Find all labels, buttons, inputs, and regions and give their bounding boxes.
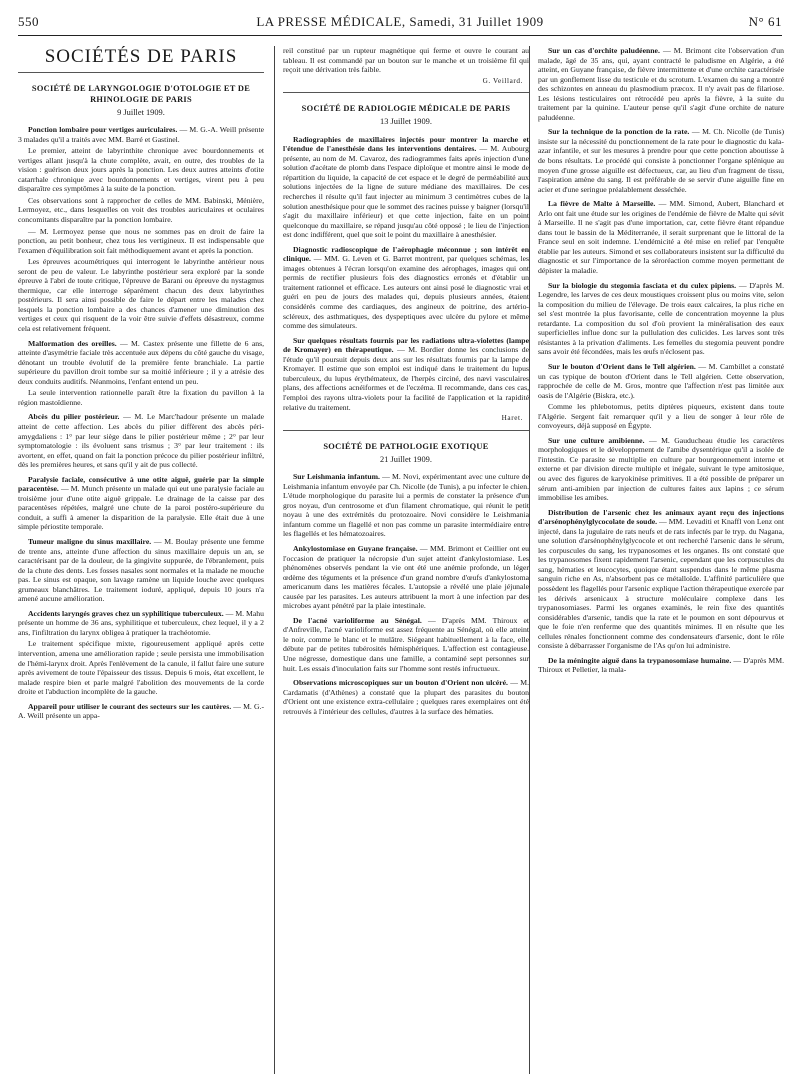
article-title: Malformation des oreilles. bbox=[28, 338, 117, 348]
article bbox=[283, 245, 529, 331]
article-text: — MM. G. Leven et G. Barret montrent, par quelques schémas, les images obtenues à l'écran lorsqu'on examine des aérophages, images qui ont permis de rectifier plusieurs fois des diagnostics erronés et d'établir un traitement rationnel et efficace. Les auteurs ont ainsi posé le diagnostic vrai et guéri en peu de jours des malades qui, depuis plusieurs années, étaient considérés comme des cardiaques, des angineux de poitrine, des artério-scléreux, des asthmatiques, des dyspeptiques avec ulcère du pylore et même comme des simulateurs. bbox=[283, 254, 529, 331]
article-text: — M. Gauducheau étudie les caractères morphologiques et le développement de l'amibe dysentérique qu'il a isolée de l'intestin. Ce parasite se multiplie en culture par bourgeonnement interne et externe et par division directe multiple et inégale, suivant le type amitosique, ou avec des figures de karyokinèse primitives. Il a été possible de préparer un sérum anti-amibien par injection de cultures faites aux lapins ; ce sérum immobilise les amibes. bbox=[538, 435, 784, 503]
article bbox=[283, 135, 529, 240]
article-title: De la méningite aiguë dans la trypanosomiase humaine. bbox=[548, 655, 732, 665]
paragraph: La seule intervention rationnelle paraît être la fixation du pavillon à la région mastoïdienne. bbox=[18, 388, 264, 407]
paragraph: Comme les phlebotomus, petits diptères piqueurs, existent dans toute l'Algérie. Sergent fait remarquer qu'il y a lieu de songer à leur rôle de convoyeurs, déjà supposé en Égypte. bbox=[538, 402, 784, 431]
article bbox=[18, 412, 264, 469]
article-text: — M. Ch. Nicolle (de Tunis) insiste sur la nécessité du ponctionnement de la rate pour le diagnostic du kala-azar infantile, et sur les mesures à prendre pour que cette ponction aboutisse à de bons résultats. Le procédé qui consiste à ponctionner l'organe splénique au moyen d'une grosse aiguille est défectueux, car, au lieu d'un fragment de tissu, l'aspiration amène du sang. Il est préférable de se servir d'une aiguille fine en acier et d'une seringue préalablement desséchée. bbox=[538, 127, 784, 194]
column-divider bbox=[274, 46, 275, 1074]
main-title: SOCIÉTÉS DE PARIS bbox=[44, 46, 238, 67]
paragraph: Ces observations sont à rapprocher de celles de MM. Babinski, Ménière, Lermoyez, etc., dans lesquelles on voit des troubles auriculaires et oculaires concomitants disparaître par la ponction lombaire. bbox=[18, 195, 264, 225]
article-title: Accidents laryngés graves chez un syphilitique tuberculeux. bbox=[28, 608, 224, 618]
separator bbox=[18, 72, 264, 73]
article bbox=[538, 656, 784, 675]
article-text: — M. Novi, expérimentant avec une culture de Leishmania infantum envoyée par Ch. Nicolle (de Tunis), a pu infecter le chien. L'étude morphologique du parasite lui a permis de constater la présence d'un gros noyau, d'un centrosome et d'un filament chromatique, qui réunit le petit noyau à une des extrémités du protozoaire. Novi considère le Leishmania infantum comme un flagellé et non pas comme un parasite intermédiaire entre les flagellés et les hématozoaires. bbox=[283, 472, 529, 539]
paragraph: Le traitement spécifique mixte, rigoureusement appliqué après cette intervention, amena une amélioration rapide ; seule persista une immobilisation de l'hémi-larynx droit. Après l'enlèvement de la canule, il fallut faire une suture après avivement de toute l'épaisseur des tissus. Depuis 6 mois, état excellent, le malade respire bien et parle malgré l'abolition des mouvements de la corde droite et l'abduction incomplète de la gauche. bbox=[18, 639, 264, 697]
article bbox=[18, 475, 264, 532]
article-text: — M. Castex présente une fillette de 6 ans, atteinte d'asymétrie faciale très accentuée aux dépens du côté gauche du visage, dénotant un trouble évolutif de la première fente branchiale. La partie supérieure du pavillon droit tombe sur sa moitié inférieure ; il y a atrésie des deux conduits auditifs. Néanmoins, l'enfant entend un peu. bbox=[18, 338, 264, 386]
article-title: Tumeur maligne du sinus maxillaire. bbox=[28, 536, 152, 546]
article-text: — M. Bordier donne les conclusions de l'étude qu'il poursuit depuis deux ans sur les résultats fournis par la lampe de Kromayer. Il estime que son emploi est indiqué dans le traitement du lupus tuberculeux, du lupus érythémateux, de l'herpès circiné, des nævi vasculaires plans, des affections acnéiformes et de l'eczéma. Il recommande, dans ces cas, l'emploi des rayons ultra-violets pour la facilité de l'application et la rapidité relative du traitement. bbox=[283, 345, 529, 412]
article-title: Radiographies de maxillaires injectés pour montrer la marche et l'étendue de l'anesthésie dans les interventions dentaires. bbox=[283, 134, 529, 154]
paragraph: Les épreuves acoumétriques qui interrogent le labyrinthe antérieur nous seront de peu de valeur. Le labyrinthe postérieur sera exploré par la sonde épreuve à l'abri de toute critique, l'épreuve de Barani ou épreuve du nystagmus thermique, car elle interroge séparément chacun des deux labyrinthes postérieurs. Il sera ainsi possible de faire le départ entre les malades chez lesquels la ponction lombaire a des chances d'amener une diminution des vertiges et ceux qui risquent de la voir être suivie d'effets désastreux, comme cela est relativement fréquent. bbox=[18, 257, 264, 334]
article-title: Sur une culture amibienne. bbox=[548, 435, 645, 445]
article bbox=[283, 544, 529, 611]
column-1 bbox=[18, 46, 264, 1076]
issue-number: N° 61 bbox=[748, 14, 782, 29]
article-title: Sur Leishmania infantum. bbox=[293, 472, 380, 482]
article bbox=[18, 609, 264, 638]
article bbox=[18, 339, 264, 387]
article-title: Sur quelques résultats fournis par les radiations ultra-violettes (lampe de Kromayer) en thérapeutique. bbox=[283, 335, 529, 355]
session-date: 21 Juillet 1909. bbox=[380, 454, 432, 464]
article bbox=[538, 508, 784, 651]
column-2 bbox=[283, 46, 529, 1076]
article-text: — MM. Brimont et Ceillier ont eu l'occasion de pratiquer la nécropsie d'un sujet atteint d'ankylostomiase. Les phénomènes observés pendant la vie ont été une anémie profonde, un léger œdème des téguments et la présence d'un grand nombre d'œufs d'ankylostoma americanum dans les matières fécales. L'autopsie a révélé une plaie jéjunale causée par les parasites. Les auteurs attribuent la mort à une infection par des microbes ayant pénétré par la plaie intestinale. bbox=[283, 543, 529, 611]
article-text: — M. Munch présente un malade qui eut une paralysie faciale au troisième jour d'une otite aiguë grippale. Le drainage de la caisse par des paracentèses répétées, malgré une chute de la paroi postéro-supérieure du conduit, a suffi à amener la disparition de la paralysie. Elle était due à une simple périostite temporale. bbox=[18, 484, 264, 532]
article-title: Sur la biologie du stegomia fasciata et du culex pipiens. bbox=[548, 280, 737, 290]
article-title: Paralysie faciale, consécutive à une otite aiguë, guérie par la simple paracentèse. bbox=[18, 474, 264, 494]
column-3 bbox=[538, 46, 784, 1076]
article-title: Ankylostomiase en Guyane française. bbox=[293, 543, 418, 553]
article-title: Abcès du pilier postérieur. bbox=[28, 412, 120, 422]
page-number: 550 bbox=[18, 14, 39, 29]
article bbox=[283, 336, 529, 412]
article-title: Sur un cas d'orchite paludéenne. bbox=[548, 46, 660, 55]
article-text: — M. Cardamatis (d'Athènes) a constaté que la plupart des parasites du bouton d'Orient ont une existence extra-cellulaire ; quelques rares exemplaires ont été retrouvés à l'intérieur des cellules, d'autres à la surface des hématies. bbox=[283, 678, 529, 716]
article bbox=[538, 281, 784, 357]
society-heading: SOCIÉTÉ DE RADIOLOGIE MÉDICALE DE PARIS bbox=[301, 104, 511, 114]
signature: G. Veillard. bbox=[482, 76, 523, 85]
article-title: Diagnostic radioscopique de l'aérophagie méconnue ; son intérêt en clinique. bbox=[283, 244, 529, 264]
paragraph: Le premier, atteint de labyrinthite chronique avec bourdonnements et vertiges allant jusqu'à la chute complète, avait, en outre, des troubles de la vision : guérison deux jours après la ponction. Les deux autres atteints d'otite catarrhale chronique avec bourdonnements et vertiges, virent peu à peu disparaître ces symptômes à la suite de la ponction. bbox=[18, 146, 264, 194]
header-rule bbox=[18, 35, 782, 36]
journal-title: LA PRESSE MÉDICALE, Samedi, 31 Juillet 1909 bbox=[256, 14, 544, 29]
article-text: — M. Cambillet a constaté un cas typique de bouton d'Orient dans le Tell algérien. Cette observation, rapprochée de celle de M. Gros, montre que l'affection n'est pas limitée aux oasis de l'Algérie (Biskra, etc.). bbox=[538, 361, 784, 400]
page-header bbox=[18, 14, 782, 30]
article-title: Observations microscopiques sur un bouton d'Orient non ulcéré. bbox=[293, 678, 508, 688]
society-heading: SOCIÉTÉ DE LARYNGOLOGIE D'OTOLOGIE ET DE RHINOLOGIE DE PARIS bbox=[31, 83, 251, 104]
article-title: Distribution de l'arsenic chez les animaux ayant reçu des injections d'arsénophénylglycocolate de soude. bbox=[538, 507, 784, 527]
article-title: Sur le bouton d'Orient dans le Tell algérien. bbox=[548, 361, 696, 371]
session-date: 9 Juillet 1909. bbox=[117, 107, 165, 117]
separator bbox=[283, 92, 529, 93]
article-text: — D'après M. Legendre, les larves de ces deux moustiques croissent plus ou moins vite, selon la composition du milieu de l'élevage. De trois eaux calcaires, la plus riche en sel s'est montrée la plus favorisante, celle de concentration moyenne la plus retardante. La composition du sol d'où provient la minéralisation des eaux superficielles influe donc sur la pullulation des culicides. Les larves sont très résistantes à la privation d'aliments. Les femelles du stegomia peuvent pondre sans avoir été fécondées, mais les œufs n'éclosent pas. bbox=[538, 280, 784, 357]
article bbox=[538, 199, 784, 275]
article-text: — MM. Levaditi et Knaffl von Lenz ont injecté, dans la jugulaire de rats neufs et de rats infectés par le tryp. du Nagana, une solution d'arsénophénylglycocole et ont recherché l'arsenic dans le sérum, les corpuscules du sang, les trypanosomes et les organes. Ils ont constaté que les trypanosomes fixent rapidement l'arsenic, cependant que les corpuscules du sang, hématies et leucocytes, quoique étant suspendus dans le même plasma sanguin riche en As, n'absorbent pas ce métalloïde. L'affinité particulière que possèdent les flagellés pour l'arsenic explique l'action thérapeutique exercée par les dérivés arsenicaux à structure moléculaire complexe dans les trypanosomiases. Parmi les organes examinés, le rein fixe des quantités considérables d'arsenic, tandis que la rate et le poumon en sont dépourvus et que le foie n'en renferme que des quantités minimes. Il en résulte que les cellules rénales fonctionnent comme des condensateurs d'arsenic, dont le rôle consiste à débarrasser l'organisme de l'As qu'on lui administre. bbox=[538, 517, 784, 651]
article-title: Ponction lombaire pour vertiges auriculaires. bbox=[28, 125, 178, 135]
article-text: — MM. Simond, Aubert, Blanchard et Arlo ont fait une étude sur les origines de l'endémie de fièvre de Malte qui sévit à Marseille. Il ne s'agit pas d'une importation, car, cette fièvre étant répandue dans tout le bassin de la Méditerranée, il serait surprenant que le littoral de la France seul en soit indemne. L'endémicité a été mise en relief par l'enquête établie par les auteurs. Simond et ses collaborateurs insistent sur la difficulté du diagnostic et sur l'importance de la séroréaction comme moyen permettant de dépister la maladie. bbox=[538, 199, 784, 276]
article bbox=[538, 436, 784, 503]
article bbox=[283, 472, 529, 539]
article-text: — M. Boulay présente une femme de trente ans, atteinte d'une affection du sinus maxillaire depuis un an, se caractérisant par de la douleur, de la gingivite suppurée, de l'ébranlement, puis de la chute des dents. Les fosses nasales sont normales et la malade ne mouche pas. Le sinus est opaque, son lavage ramène un liquide louche avec quelques grumeaux blanchâtres. Le traitement ioduré, appliqué, depuis 10 jours n'a amené aucune amélioration. bbox=[18, 536, 264, 604]
signature: Haret. bbox=[501, 414, 523, 423]
article-text: — M. G.-A. Weill présente un appa- bbox=[18, 701, 264, 721]
article-text: — M. Le Marc'hadour présente un malade atteint de cette affection. Les abcès du pilier diffèrent des abcès péri-amygdaliens : 1° par leur siège dans le pilier postérieur même ; 2° par leur symptomatologie : ils évoluent sans trismus ; 3° par leur traitement : ils avortent, en effet, quand on fait la ponction précoce du pilier postérieur infiltré, dès les premières heures, et sans qu'il y ait de pus collecté. bbox=[18, 412, 264, 470]
article bbox=[283, 616, 529, 673]
article-text: — D'après MM. Thiroux et d'Anfreville, l'acné varioliforme est assez fréquente au Sénégal, où elle atteint le noir, comme le blanc et le mulâtre. Siégeant habituellement à la face, elle débute par de petites tubérosités hémisphériques. L'affection est contagieuse. Une négresse, domestique dans une famille, a contaminé sept personnes sur huit. Les essais d'inoculation faits sur l'homme sont restés infructueux. bbox=[283, 615, 529, 673]
article-text: — M. Brimont cite l'observation d'un malade, âgé de 35 ans, qui, ayant contracté le paludisme en Algérie, a été atteint, en Guyane française, de fièvre intermittente et d'une orchite caractérisée par un gonflement lisse du testicule et du scrotum. L'examen du sang a montré des schizontes en anneau du plasmodium præcox. Il n'y avait pas de filariose. Les lésions testiculaires ont rétrocédé peu après la fièvre, à la suite du traitement par la quinine. L'auteur pense qu'il s'agit d'une orchite de nature paludéenne. bbox=[538, 46, 784, 122]
article bbox=[538, 46, 784, 122]
paragraph: reil constitué par un rupteur magnétique qui ferme et ouvre le courant au tableau. Il est commandé par un bouton sur le manche et un troisième fil qui reçoit une dérivation très faible. bbox=[283, 46, 529, 75]
article-text: — M. Aubourg présente, au nom de M. Cavaroz, des radiogrammes faits après injection d'une solution d'acétate de plomb dans l'espace diploïque et montre ainsi le mode de répartition du liquide, la capacité de cet espace et le degré de perméabilité aux solutions injectées de la ligne de suture médiane des maxillaires. De ces recherches il résulte qu'il faut injecter au minimum 3 centimètres cubes de la solution anesthésique pour que le sommet des racines puisse y baigner (lorsqu'il s'agit du maxillaire inférieur) et que cette injection, faite en un point quelconque du maxillaire, se répand jusqu'au côté opposé ; le lieu de l'injection est donc indifférent, quel que soit le point du maxillaire à anesthésier. bbox=[283, 144, 529, 240]
article bbox=[538, 362, 784, 400]
separator bbox=[283, 430, 529, 431]
column-divider bbox=[529, 46, 530, 1074]
society-heading: SOCIÉTÉ DE PATHOLOGIE EXOTIQUE bbox=[323, 441, 489, 451]
article-text: — D'après MM. Thiroux et Pelletier, la mala- bbox=[538, 655, 784, 675]
article bbox=[18, 125, 264, 144]
article-title: Appareil pour utiliser le courant des secteurs sur les cautères. bbox=[28, 701, 232, 711]
article bbox=[538, 127, 784, 194]
session-date: 13 Juillet 1909. bbox=[380, 117, 432, 127]
article-text: — M. G.-A. Weill présente 3 malades qu'il a traités avec MM. Barré et Gastinel. bbox=[18, 125, 264, 144]
paragraph: — M. Lermoyez pense que nous ne sommes pas en droit de faire la ponction, au petit bonheur, chez tous les vertigineux. Il est indispensable que l'examen d'équilibration soit fait méthodiquement avant et après la ponction. bbox=[18, 226, 264, 255]
article bbox=[283, 678, 529, 716]
article bbox=[18, 702, 264, 721]
article-title: Sur la technique de la ponction de la rate. bbox=[548, 127, 690, 137]
article-title: La fièvre de Malte à Marseille. bbox=[548, 199, 656, 209]
article bbox=[18, 537, 264, 604]
article-title: De l'acné varioliforme au Sénégal. bbox=[293, 615, 422, 625]
article-text: — M. Mahu présente un homme de 36 ans, syphilitique et tuberculeux, chez lequel, il y a 2 ans, l'infiltration du larynx obligea à pratiquer la trachéotomie. bbox=[18, 608, 264, 637]
